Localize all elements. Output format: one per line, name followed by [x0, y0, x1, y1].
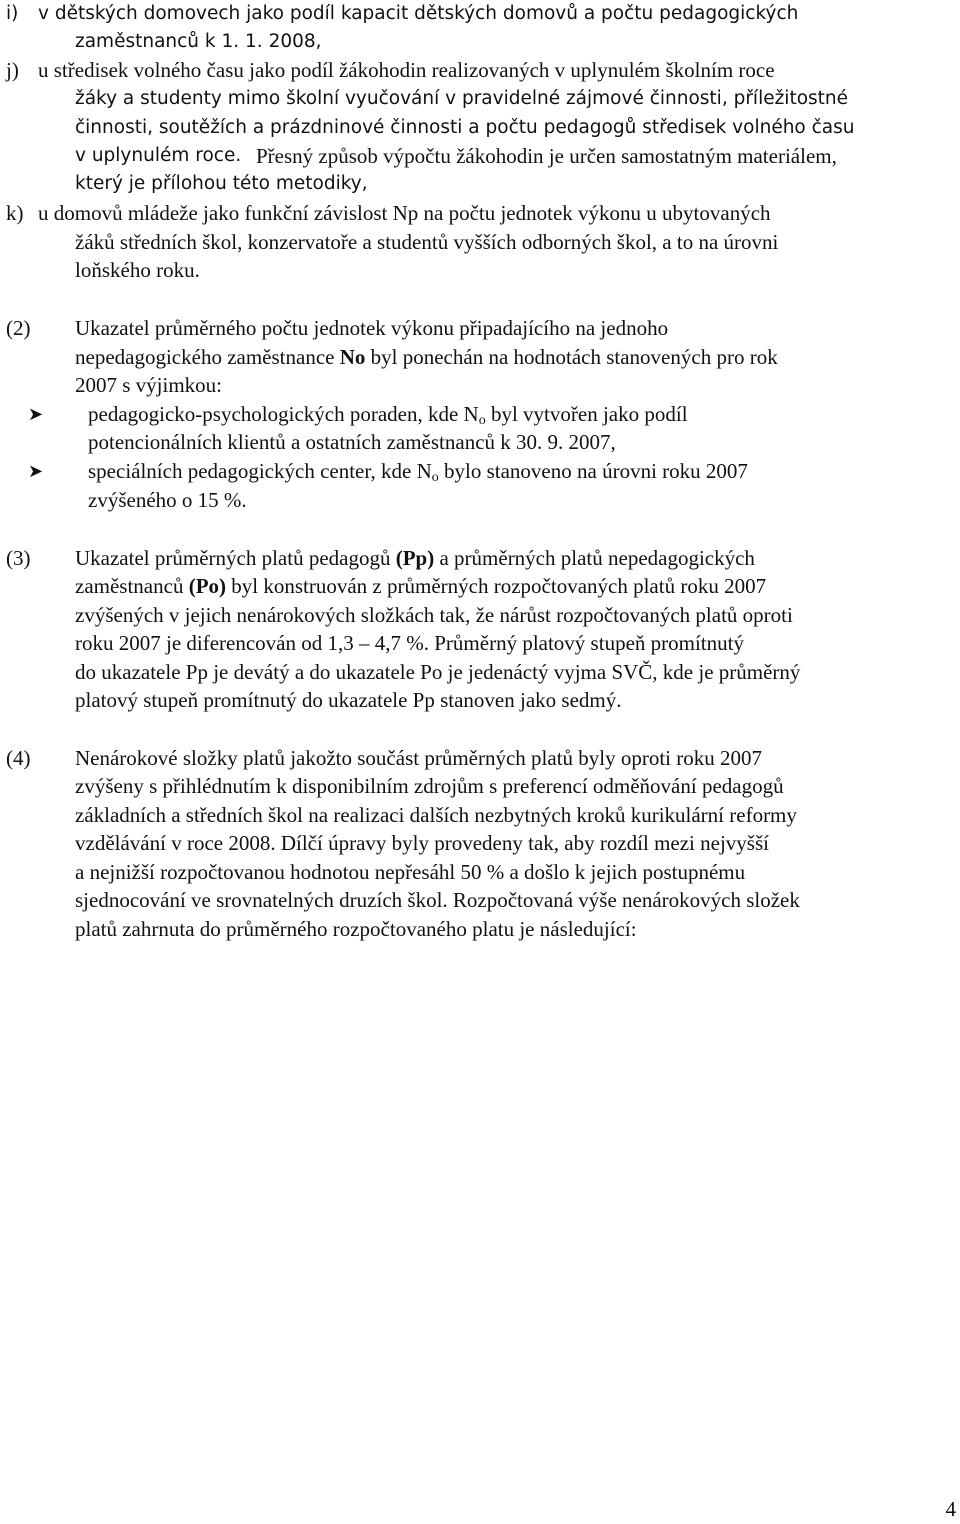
bullet-1-line-2: potencionálních klientů a ostatních zaměstnanců k 30. 9. 2007,	[88, 430, 616, 454]
paragraph-2-label: (2)	[6, 316, 31, 340]
item-label-k: k)	[6, 201, 24, 225]
item-j-line-2: žáky a studenty mimo školní vyučování v pravidelné zájmové činnosti, příležitostné	[75, 88, 849, 109]
paragraph-4-line-5: a nejnižší rozpočtovanou hodnotou nepřesáhl 50 % a došlo k jejich postupnému	[75, 860, 746, 884]
item-label-i: i)	[6, 3, 19, 24]
paragraph-2-line-1: Ukazatel průměrného počtu jednotek výkonu připadajícího na jednoho	[75, 316, 669, 340]
item-k-line-2: žáků středních škol, konzervatoře a studentů vyšších odborných škol, a to na úrovni	[75, 230, 779, 254]
po-symbol: (Po)	[188, 574, 227, 598]
paragraph-2-line-2b: byl ponechán na hodnotách stanovených pro rok	[370, 345, 778, 369]
paragraph-3-line-6: platový stupeň promítnutý do ukazatele Pp stanoven jako sedmý.	[75, 688, 622, 712]
subscript-o: o	[431, 470, 439, 485]
p3-l2-a: zaměstnanců	[75, 574, 189, 598]
item-j-line-4b: Přesný způsob výpočtu žákohodin je určen samostatným materiálem,	[256, 144, 837, 168]
paragraph-3-label: (3)	[6, 546, 31, 570]
paragraph-3-line-1	[75, 544, 755, 572]
paragraph-4-line-6: sjednocování ve srovnatelných druzích škol. Rozpočtovaná výše nenárokových složek	[75, 888, 800, 912]
arrowhead-bullet-icon: ➤	[28, 461, 44, 481]
p3-l2-c: byl konstruován z průměrných rozpočtovaných platů roku 2007	[226, 574, 767, 598]
paragraph-3-line-5: do ukazatele Pp je devátý a do ukazatele Po je jedenáctý vyjma SVČ, kde je průměrný	[75, 660, 801, 684]
bullet-2-text-a: speciálních pedagogických center, kde N	[88, 459, 432, 483]
item-i-line-2: zaměstnanců k 1. 1. 2008,	[75, 31, 322, 52]
paragraph-3-line-4: roku 2007 je diferencován od 1,3 – 4,7 %. Průměrný platový stupeň promítnutý	[75, 631, 744, 655]
item-k-line-3: loňského roku.	[75, 258, 200, 282]
paragraph-2-line-3: 2007 s výjimkou:	[75, 373, 223, 397]
paragraph-4-line-7: platů zahrnuta do průměrného rozpočtovaného platu je následující:	[75, 917, 637, 941]
paragraph-2-line-2a: nepedagogického zaměstnance	[75, 345, 335, 369]
paragraph-4-line-2: zvýšeny s přihlédnutím k disponibilním zdrojům s preferencí odměňování pedagogů	[75, 774, 784, 798]
item-j-line-3: činnosti, soutěžích a prázdninové činnosti a počtu pedagogů středisek volného času	[75, 117, 855, 138]
no-symbol: No	[339, 345, 366, 369]
bullet-1-text-a: pedagogicko-psychologických poraden, kde N	[88, 402, 479, 426]
item-k-line-1: u domovů mládeže jako funkční závislost Np na počtu jednotek výkonu u ubytovaných	[38, 201, 771, 225]
paragraph-4-line-1: Nenárokové složky platů jakožto součást průměrných platů byly oproti roku 2007	[75, 746, 763, 770]
paragraph-4-line-3: základních a středních škol na realizaci dalších nezbytných kroků kurikulární reformy	[75, 803, 797, 827]
page-number: 4	[945, 1497, 956, 1521]
bullet-1-text-b: byl vytvořen jako podíl	[485, 402, 688, 426]
paragraph-3-line-2	[75, 572, 766, 600]
paragraph-4-line-4: vzdělávání v roce 2008. Dílčí úpravy byly provedeny tak, aby rozdíl mezi nejvyšší	[75, 831, 769, 855]
arrowhead-bullet-icon: ➤	[28, 404, 44, 424]
subscript-o: o	[478, 413, 486, 428]
paragraph-3-line-3: zvýšených v jejich nenárokových složkách tak, že nárůst rozpočtovaných platů oproti	[75, 603, 793, 627]
pp-symbol: (Pp)	[395, 546, 435, 570]
item-i-line-1: v dětských domovech jako podíl kapacit dětských domovů a počtu pedagogických	[38, 3, 799, 24]
p3-l1-c: a průměrných platů nepedagogických	[434, 546, 755, 570]
paragraph-2-line-2	[75, 343, 778, 371]
bullet-2-line-2: zvýšeného o 15 %.	[88, 488, 247, 512]
item-j-line-1: u středisek volného času jako podíl žákohodin realizovaných v uplynulém školním roce	[38, 58, 775, 82]
paragraph-4-label: (4)	[6, 746, 31, 770]
bullet-2-text-b: bylo stanoveno na úrovni roku 2007	[438, 459, 748, 483]
item-j-line-5: který je přílohou této metodiky,	[75, 173, 368, 194]
item-j-line-4a: v uplynulém roce.	[75, 145, 242, 166]
item-label-j: j)	[6, 58, 19, 82]
p3-l1-a: Ukazatel průměrných platů pedagogů	[75, 546, 396, 570]
